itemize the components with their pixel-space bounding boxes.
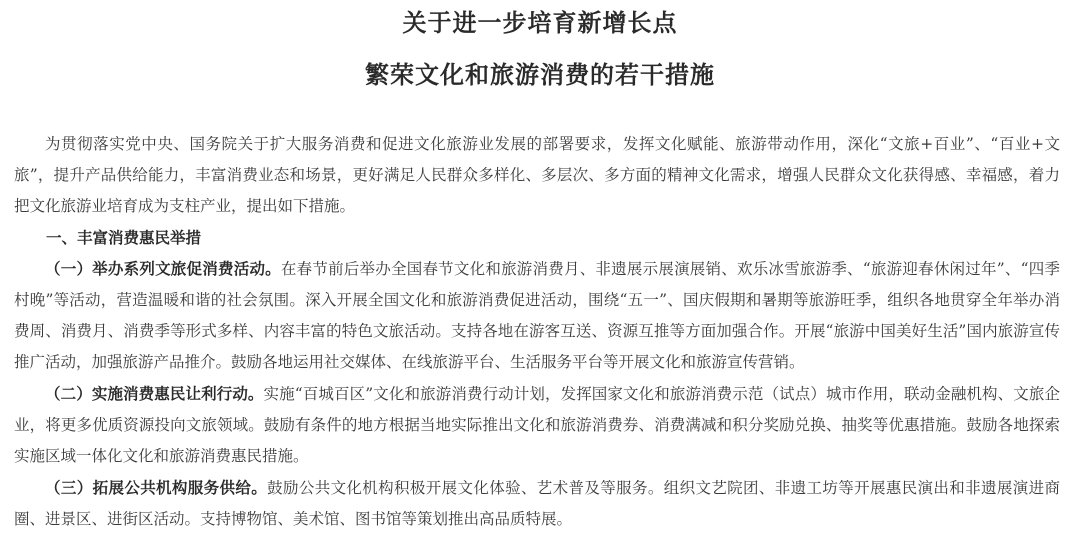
- measure-paragraph-1: [14, 253, 1060, 378]
- section-heading-1: 一、丰富消费惠民举措: [46, 228, 202, 247]
- measure-1-text: 在春节前后举办全国春节文化和旅游消费月、非遗展示展演展销、欢乐冰雪旅游季、“旅游迎春休闲过年”、“四季村晚”等活动，营造温暖和谐的社会氛围。深入开展全国文化和旅游消费促进活动，围绕“五一”、国庆假期和暑期等旅游旺季，组织各地贯穿全年举办消费周、消费月、消费季等形式多样、内容丰富的特色文旅活动。支持各地在游客互送、资源互推等方面加强合作。开展“旅游中国美好生活”国内旅游宣传推广活动，加强旅游产品推介。鼓励各地运用社交媒体、在线旅游平台、生活服务平台等开展文化和旅游宣传营销。: [14, 260, 1060, 371]
- measure-paragraph-2: [14, 378, 1060, 472]
- document-title-line-2: 繁荣文化和旅游消费的若干措施: [365, 60, 715, 89]
- measure-3-heading: （三）拓展公共机构服务供给。: [45, 478, 268, 497]
- measure-2-heading: （二）实施消费惠民让利行动。: [45, 384, 264, 403]
- measure-2-text: 实施“百城百区”文化和旅游消费行动计划，发挥国家文化和旅游消费示范（试点）城市作用，联动金融机构、文旅企业，将更多优质资源投向文旅领域。鼓励有条件的地方根据当地实际推出文化和旅游消费券、消费满减和积分奖励兑换、抽奖等优惠措施。鼓励各地探索实施区域一体化文化和旅游消费惠民措施。: [14, 385, 1060, 465]
- intro-paragraph: 为贯彻落实党中央、国务院关于扩大服务消费和促进文化旅游业发展的部署要求，发挥文化赋能、旅游带动作用，深化“文旅+百业”、“百业+文旅”，提升产品供给能力，丰富消费业态和场景，更好满足人民群众多样化、多层次、多方面的精神文化需求，增强人民群众文化获得感、幸福感，着力把文化旅游业培育成为支柱产业，提出如下措施。: [14, 135, 1060, 215]
- document-body: [14, 129, 1060, 535]
- measure-3-text: 鼓励公共文化机构积极开展文化体验、艺术普及等服务。组织文艺院团、非遗工坊等开展惠民演出和非遗展演进商圈、进景区、进街区活动。支持博物馆、美术馆、图书馆等策划推出高品质特展。: [14, 479, 1060, 528]
- measure-paragraph-3: [14, 472, 1060, 535]
- measure-1-heading: （一）举办系列文旅促消费活动。: [45, 259, 281, 278]
- document-title-line-1: 关于进一步培育新增长点: [402, 8, 678, 37]
